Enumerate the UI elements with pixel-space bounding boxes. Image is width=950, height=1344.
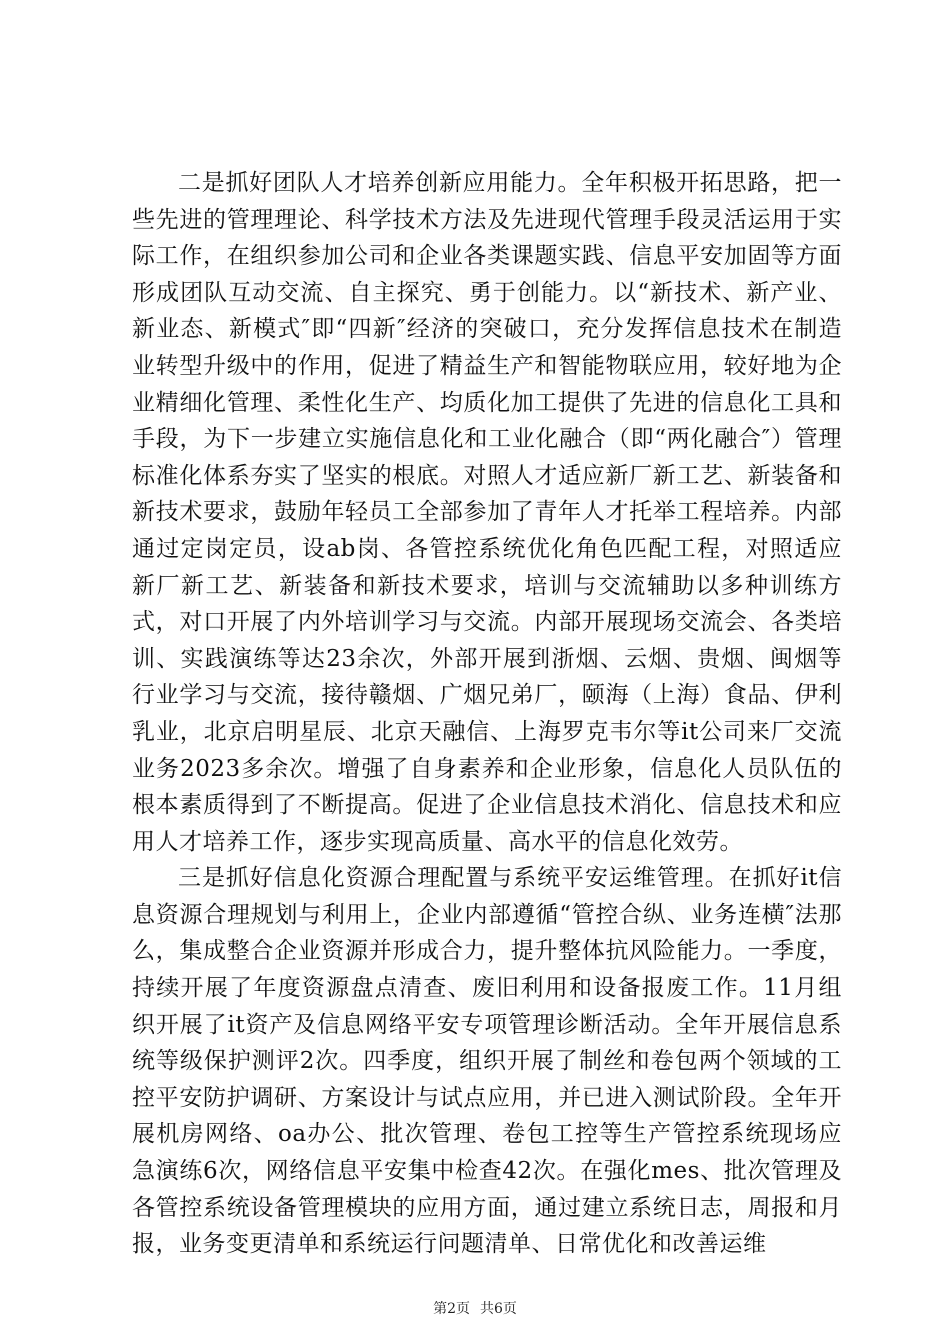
paragraph-resource-management: 三是抓好信息化资源合理配置与系统平安运维管理。在抓好it信息资源合理规划与利用上，企业内部遵循“管控合纵、业务连横″法那么，集成整合企业资源并形成合力，提升整体抗风险能力。一季度，持续开展了年度资源盘点清查、废旧利用和设备报废工作。11月组织开展了it资产及信息网络平安专项管理诊断活动。全年开展信息系统等级保护测评2次。四季度，组织开展了制丝和卷包两个领域的工控平安防护调研、方案设计与试点应用，并已进入测试阶段。全年开展机房网络、oa办公、批次管理、卷包工控等生产管控系统现场应急演练6次，网络信息平安集中检查42次。在强化mes、批次管理及各管控系统设备管理模块的应用方面，通过建立系统日志，周报和月报，业务变更清单和系统运行问题清单、日常优化和改善运维 [132, 865, 842, 1258]
page-footer [0, 1300, 950, 1318]
page-number-current: 第2页 [433, 1301, 470, 1317]
paragraph-team-training: 二是抓好团队人才培养创新应用能力。全年积极开拓思路，把一些先进的管理理论、科学技术方法及先进现代管理手段灵活运用于实际工作，在组织参加公司和企业各类课题实践、信息平安加固等方面形成团队互动交流、自主探究、勇于创能力。以“新技术、新产业、新业态、新模式″即“四新″经济的突破口，充分发挥信息技术在制造业转型升级中的作用，促进了精益生产和智能物联应用，较好地为企业精细化管理、柔性化生产、均质化加工提供了先进的信息化工具和手段，为下一步建立实施信息化和工业化融合（即“两化融合″）管理标准化体系夯实了坚实的根底。对照人才适应新厂新工艺、新装备和新技术要求，鼓励年轻员工全部参加了青年人才托举工程培养。内部通过定岗定员，设ab岗、各管控系统优化角色匹配工程，对照适应新厂新工艺、新装备和新技术要求，培训与交流辅助以多种训练方式，对口开展了内外培训学习与交流。内部开展现场交流会、各类培训、实践演练等达23余次，外部开展到浙烟、云烟、贵烟、闽烟等行业学习与交流，接待赣烟、广烟兄弟厂，颐海（上海）食品、伊利乳业，北京启明星辰、北京天融信、上海罗克韦尔等it公司来厂交流业务2023多余次。增强了自身素养和企业形象，信息化人员队伍的根本素质得到了不断提高。促进了企业信息技术消化、信息技术和应用人才培养工作，逐步实现高质量、高水平的信息化效劳。 [132, 170, 842, 855]
document-body [132, 165, 842, 1263]
page-number-total: 共6页 [480, 1301, 517, 1317]
